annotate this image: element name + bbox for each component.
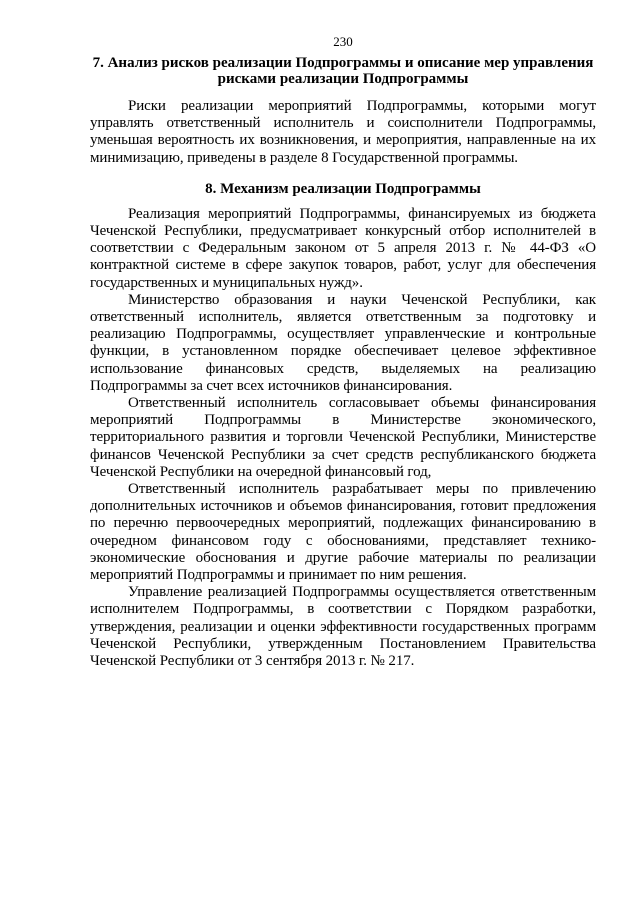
section-8-paragraph-4: Ответственный исполнитель разрабатывает меры по привлечению дополнительных источников и объемов финансирования, готовит предложения по перечню первоочередных мероприятий, подлежащих финансированию в очередном финансовом году с обоснованиями, представляет технико-экономические обоснования и другие рабочие материалы по реализации мероприятий Подпрограммы и принимает по ним решения. (90, 481, 596, 584)
section-8-paragraph-3: Ответственный исполнитель согласовывает объемы финансирования мероприятий Подпрограммы в Министерстве экономического, территориального развития и торговли Чеченской Республики, Министерстве финансов Чеченской Республики за счет средств республиканского бюджета Чеченской Республики на очередной финансовый год, (90, 395, 596, 480)
section-7-heading: 7. Анализ рисков реализации Подпрограммы и описание мер управления рисками реализации Подпрограммы (92, 55, 594, 87)
section-8-paragraph-1: Реализация мероприятий Подпрограммы, финансируемых из бюджета Чеченской Республики, предусматривает конкурсный отбор исполнителей в соответствии с Федеральным законом от 5 апреля 2013 г. № 44-ФЗ «О контрактной системе в сфере закупок товаров, работ, услуг для обеспечения государственных и муниципальных нужд». (90, 205, 596, 291)
document-page (90, 34, 596, 670)
section-8-paragraph-2: Министерство образования и науки Чеченской Республики, как ответственный исполнитель, является ответственным за подготовку и реализацию Подпрограммы, осуществляет управленческие и контрольные функции, в установленном порядке обеспечивает целевое эффективное использование финансовых средств, выделяемых на реализацию Подпрограммы за счет всех источников финансирования. (90, 291, 596, 394)
section-8-heading: 8. Механизм реализации Подпрограммы (205, 180, 481, 197)
section-7-paragraph-1: Риски реализации мероприятий Подпрограммы, которыми могут управлять ответственный исполнитель и соисполнители Подпрограммы, уменьшая вероятность их возникновения, и мероприятия, направленные на их минимизацию, приведены в разделе 8 Государственной программы. (90, 98, 596, 166)
section-8-paragraph-5: Управление реализацией Подпрограммы осуществляется ответственным исполнителем Подпрограммы, в соответствии с Порядком разработки, утверждения, реализации и оценки эффективности государственных программ Чеченской Республики, утвержденным Постановлением Правительства Чеченской Республики от 3 сентября 2013 г. № 217. (90, 584, 596, 670)
page-number: 230 (333, 34, 353, 49)
